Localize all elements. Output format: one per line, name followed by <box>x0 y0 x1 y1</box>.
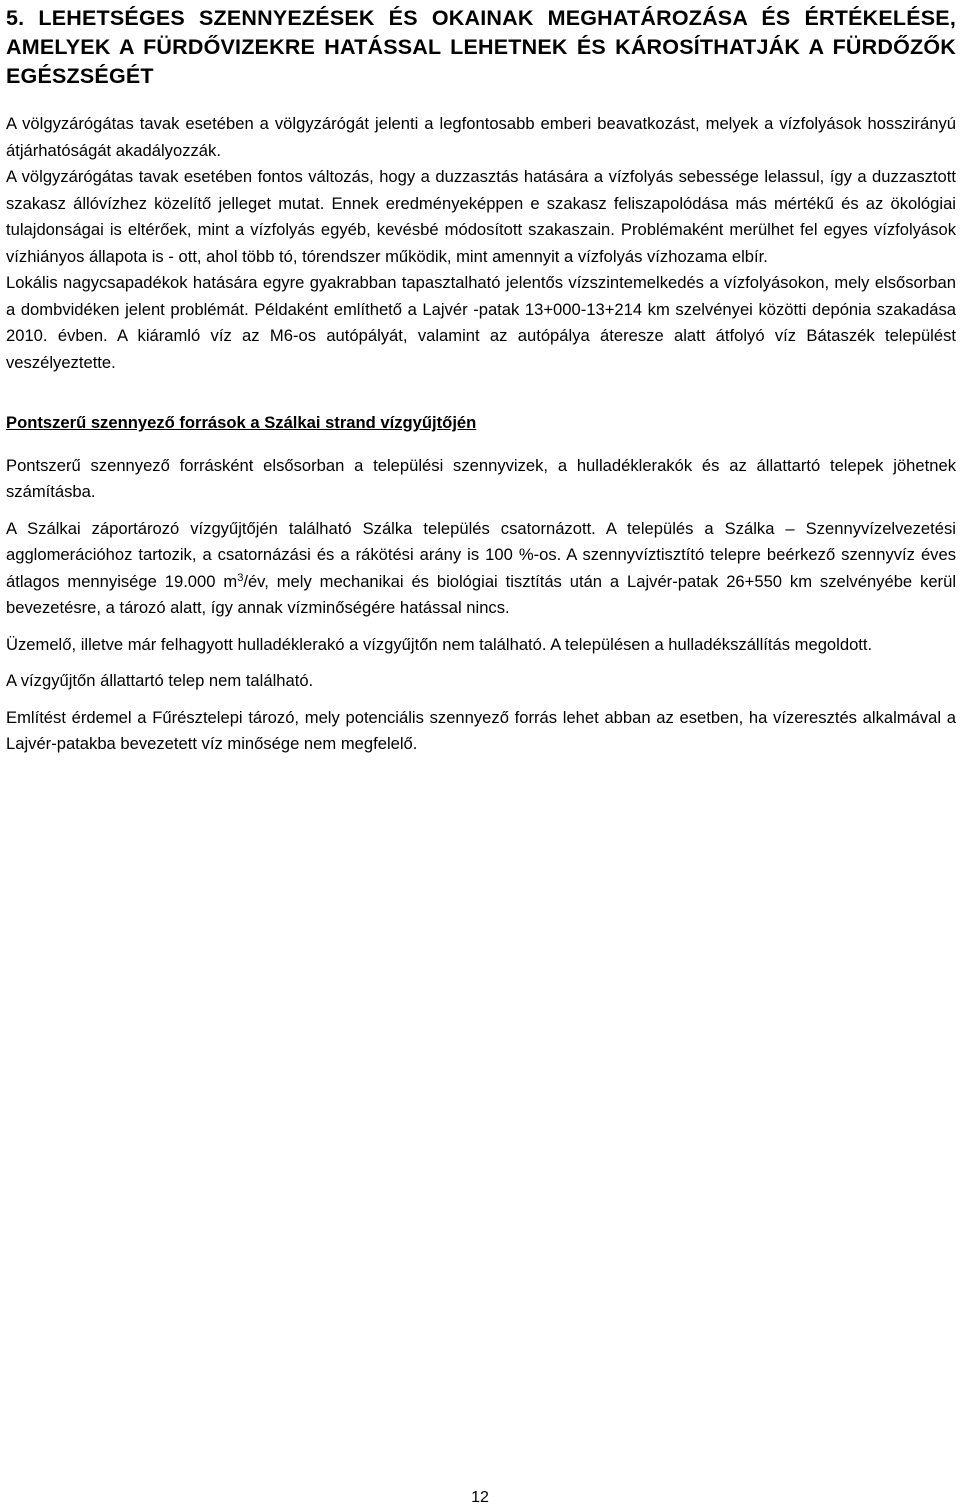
cubic-superscript: 3 <box>237 571 244 584</box>
page-number: 12 <box>471 1489 489 1506</box>
intro-paragraph: A völgyzárógátas tavak esetében a völgyzárógát jelenti a legfontosabb emberi beavatkozást, melyek a vízfolyások hosszirányú átjárhatóságát akadályozzák. <box>6 114 956 160</box>
paragraph-2-text-start: A Szálkai záportározó vízgyűjtőjén található Szálka település csatornázott. A település a Szálka – Szennyvízelvezetési agglomerációhoz tartozik, a csatornázási és a rákötési arány is 100 %-os. A szennyvíztisztító telepre beérkező szennyvíz éves átlagos mennyisége 19.000 m <box>6 518 956 591</box>
point-sources-paragraph-1: Pontszerű szennyező forrásként elsősorban a települési szennyvizek, a hulladéklerakók és az állattartó telepek jöhetnek számításba. <box>6 455 956 501</box>
effects-paragraph: A völgyzárógátas tavak esetében fontos változás, hogy a duzzasztás hatására a vízfolyás sebessége lelassul, így a duzzasztott szakasz állóvízhez közelítő jelleget mutat. Ennek eredményeképpen e szakasz feliszapolódása más mértékű és az ökológiai tulajdonságai is eltérőek, mint a vízfolyás egyéb, kevésbé módosított szakaszain. Problémaként merülhet fel egyes vízfolyások vízhiányos állapota is - ott, ahol több tó, tórendszer működik, mint amennyit a vízfolyás vízhozama elbír. <box>6 167 956 266</box>
point-sources-subheading: Pontszerű szennyező források a Szálkai strand vízgyűjtőjén <box>6 413 477 432</box>
floods-paragraph: Lokális nagycsapadékok hatására egyre gyakrabban tapasztalható jelentős vízszintemelkedés a vízfolyásokon, mely elsősorban a dombvidéken jelent problémát. Példaként említhető a Lajvér -patak 13+000-13+214 km szelvényei közötti depónia szakadása 2010. évben. A kiáramló víz az M6-os autópályát, valamint az autópálya áteresze alatt átfolyó víz Bátaszék települést veszélyeztette. <box>6 273 956 372</box>
point-sources-paragraph-4: A vízgyűjtőn állattartó telep nem található. <box>6 671 314 690</box>
section-heading: 5. LEHETSÉGES SZENNYEZÉSEK ÉS OKAINAK MEGHATÁROZÁSA ÉS ÉRTÉKELÉSE, AMELYEK A FÜRDŐVIZEKRE HATÁSSAL LEHETNEK ÉS KÁROSÍTHATJÁK A FÜRDŐZŐK EGÉSZSÉGÉT <box>6 6 956 88</box>
point-sources-paragraph-3: Üzemelő, illetve már felhagyott hulladéklerakó a vízgyűjtőn nem található. A településen a hulladékszállítás megoldott. <box>6 634 873 654</box>
point-sources-paragraph-2 <box>6 516 956 622</box>
document-page <box>6 0 956 758</box>
point-sources-paragraph-5: Említést érdemel a Fűrésztelepi tározó, mely potenciális szennyező forrás lehet abban az esetben, ha vízeresztés alkalmával a Lajvér-patakba bevezetett víz minősége nem megfelelő. <box>6 707 956 753</box>
paragraph-2-text-end: /év, mely mechanikai és biológiai tisztítás után a Lajvér-patak 26+550 km szelvényébe kerül bevezetésre, a tározó alatt, így annak vízminőségére hatással nincs. <box>6 571 957 617</box>
